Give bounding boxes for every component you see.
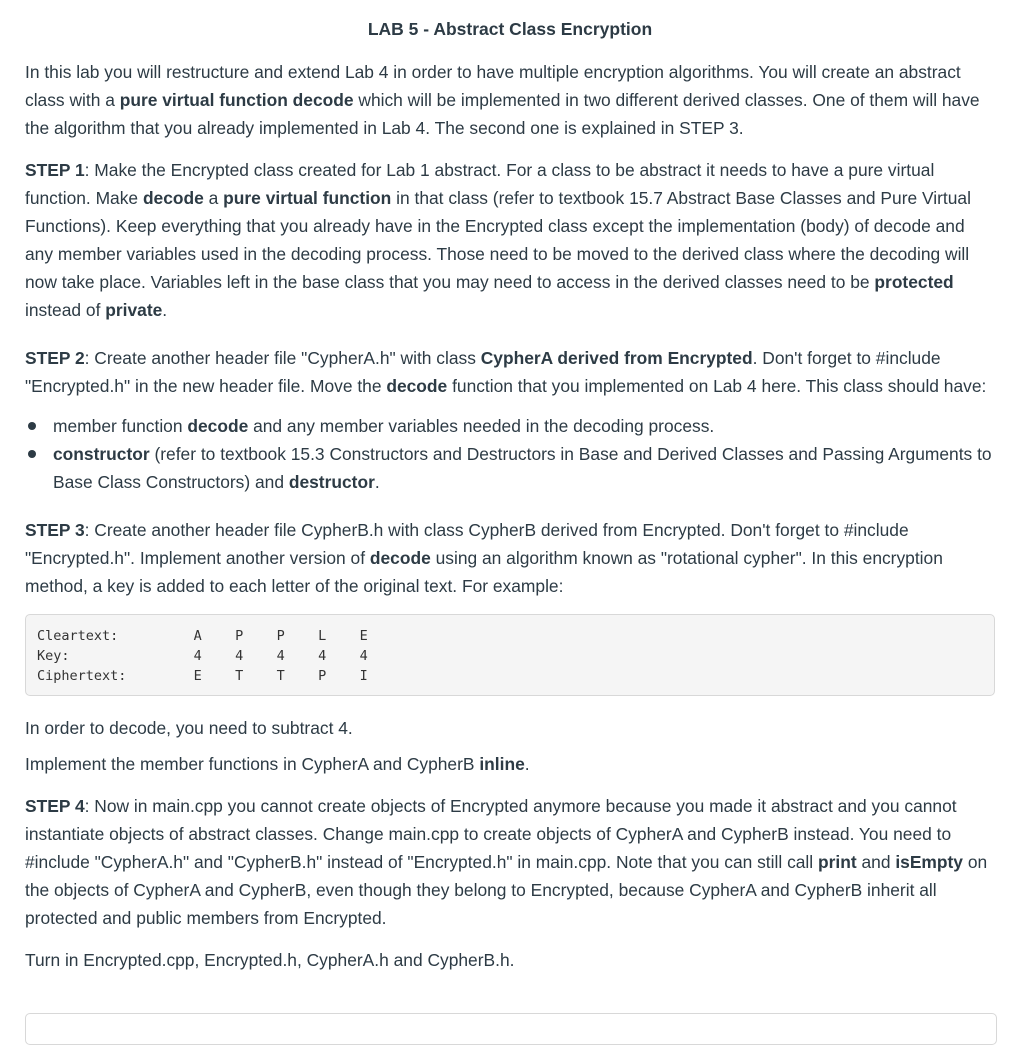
step4-text: and (856, 852, 896, 872)
bottom-panel (25, 1013, 997, 1045)
step1-emphasis: private (105, 300, 163, 320)
step1-text: a (203, 188, 224, 208)
step1-label: STEP 1 (25, 160, 85, 180)
cleartext-row: Cleartext: A P P L E (37, 628, 368, 644)
step1-emphasis: protected (874, 272, 954, 292)
step4-emphasis: isEmpty (895, 852, 963, 872)
step1-emphasis: decode (142, 188, 204, 208)
intro-text: In this lab you will restructure and extend Lab 4 in order to have multiple encryption algorithms. You will create an abstract class with a (25, 62, 961, 110)
step4-label: STEP 4 (25, 796, 85, 816)
step4-emphasis: print (818, 852, 857, 872)
step2-text: . Don't forget to #include "Encrypted.h" in the new header file. Move the (25, 348, 941, 396)
page-title: LAB 5 - Abstract Class Encryption (367, 19, 653, 39)
step4-text: on the objects of CypherA and CypherB, even though they belong to Encrypted, because CypherA and CypherB inherit all protected and public members from Encrypted. (25, 852, 988, 928)
intro-emphasis: pure virtual function decode (119, 90, 354, 110)
intro-paragraph (25, 58, 995, 142)
step2-emphasis: decode (386, 376, 448, 396)
example-code-block (25, 614, 995, 696)
step4-paragraph (25, 792, 995, 932)
list-item: member function decode and any member variables needed in the decoding process. (53, 412, 995, 440)
step2-label: STEP 2 (25, 348, 85, 368)
step3-text: : Create another header file CypherB.h with class CypherB derived from Encrypted. Don't forget to #include "Encrypted.h". Implement another version of (25, 520, 909, 568)
step2-text: : Create another header file "CypherA.h" with class (84, 348, 481, 368)
assignment-page (25, 14, 995, 988)
step3-emphasis: decode (369, 548, 431, 568)
ciphertext-row: Ciphertext: E T T P I (37, 668, 368, 684)
step1-text: : Make the Encrypted class created for Lab 1 abstract. For a class to be abstract it needs to have a pure virtual function. Make (25, 160, 935, 208)
step1-text: in that class (refer to textbook 15.7 Abstract Base Classes and Pure Virtual Functions). Keep everything that you already have in the Encrypted class except the implementation (body) of decode and any member variables used in the decoding process. Those need to be moved to the derived class where the decoding will now take place. Variables left in the base class that you may need to access in the derived classes need to be (25, 188, 971, 292)
step1-emphasis: pure virtual function (223, 188, 392, 208)
bullet-icon (28, 450, 36, 458)
key-row: Key: 4 4 4 4 4 (37, 648, 368, 664)
step3-paragraph (25, 516, 995, 600)
step2-bullet-list (25, 412, 995, 496)
step1-text: . (162, 300, 168, 320)
turn-in-note: Turn in Encrypted.cpp, Encrypted.h, CypherA.h and CypherB.h. (25, 950, 515, 970)
decode-note: In order to decode, you need to subtract 4. (25, 718, 353, 738)
bullet-icon (28, 422, 36, 430)
step2-paragraph (25, 344, 995, 400)
step2-emphasis: CypherA derived from Encrypted (480, 348, 753, 368)
intro-text: which will be implemented in two different derived classes. One of them will have the algorithm that you already implemented in Lab 4. The second one is explained in STEP 3. (25, 90, 980, 138)
step4-text: : Now in main.cpp you cannot create objects of Encrypted anymore because you made it abstract and you cannot instantiate objects of abstract classes. Change main.cpp to create objects of CypherA and CypherB instead. You need to #include "CypherA.h" and "CypherB.h" instead of "Encrypted.h" in main.cpp. Note that you can still call (25, 796, 957, 872)
list-item: constructor (refer to textbook 15.3 Constructors and Destructors in Base and Derived Classes and Passing Arguments to Base Class Constructors) and destructor. (53, 440, 995, 496)
step1-text: instead of (25, 300, 106, 320)
step3-label: STEP 3 (25, 520, 85, 540)
inline-note: Implement the member functions in CypherA and CypherB inline. (25, 754, 530, 774)
step1-paragraph (25, 156, 995, 324)
step2-text: function that you implemented on Lab 4 here. This class should have: (447, 376, 987, 396)
step3-text: using an algorithm known as "rotational cypher". In this encryption method, a key is added to each letter of the original text. For example: (25, 548, 943, 596)
